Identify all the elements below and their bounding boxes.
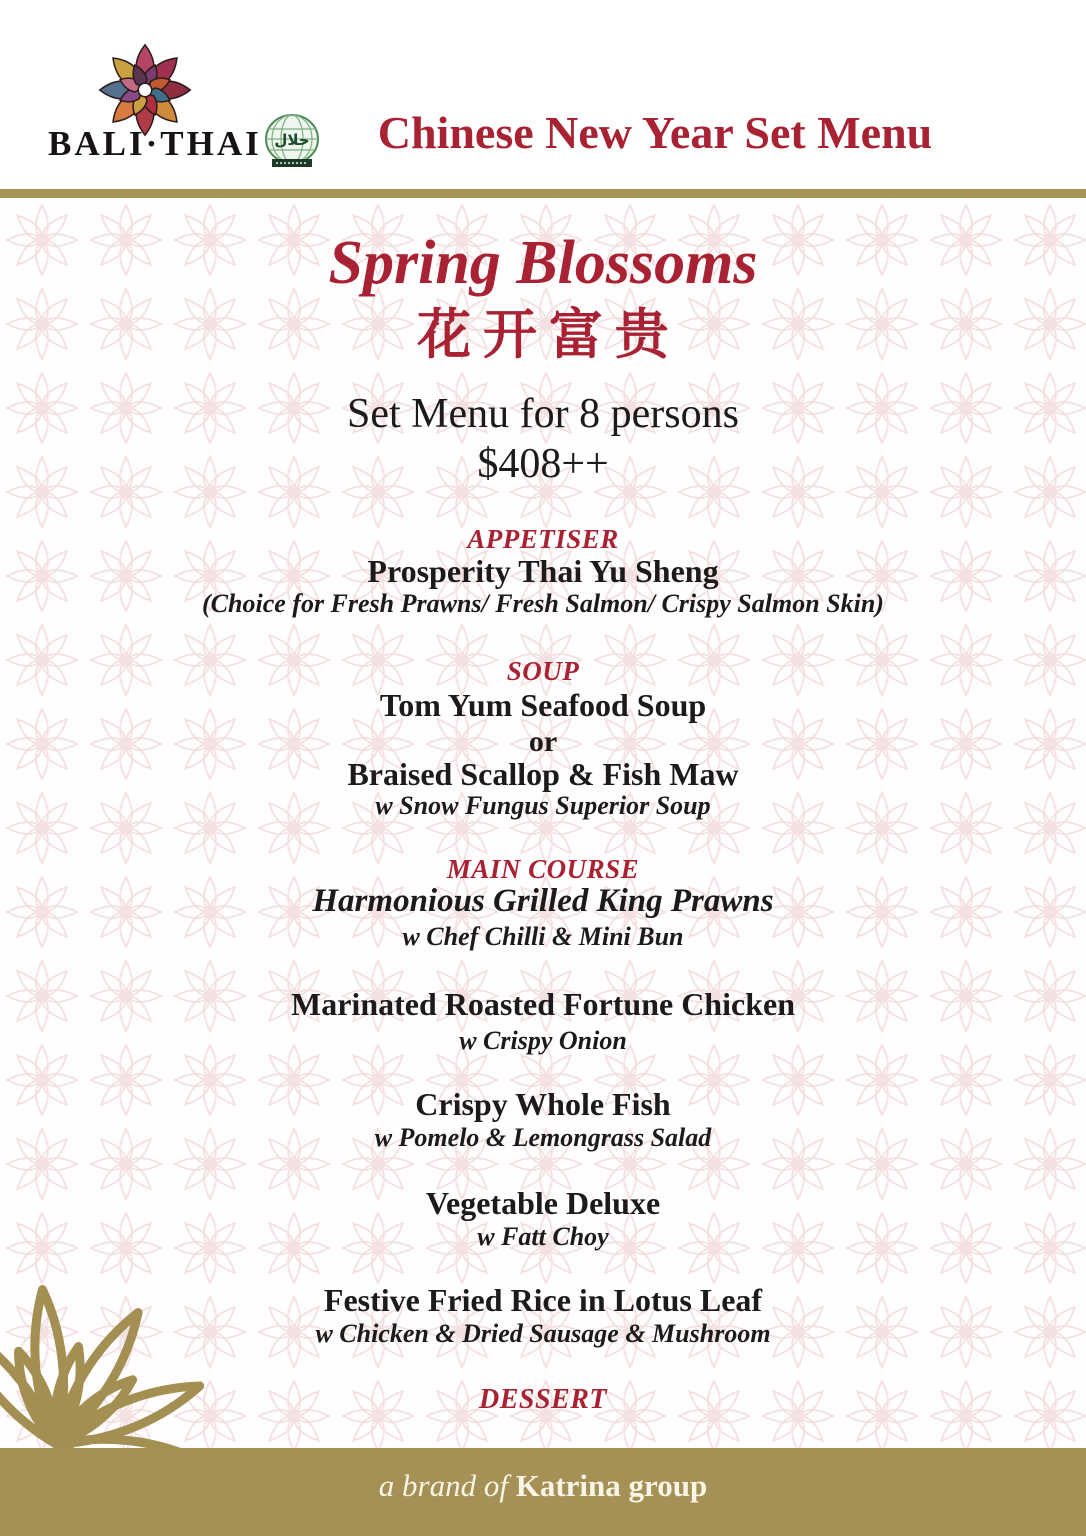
dish-note: w Pomelo & Lemongrass Salad <box>374 1123 712 1152</box>
dish-note: w Snow Fungus Superior Soup <box>375 791 711 820</box>
dish-note: w Chef Chilli & Mini Bun <box>402 922 684 951</box>
brand-name: BALI·THAI <box>48 124 262 163</box>
set-menu-name: Spring Blossoms <box>328 229 758 297</box>
halal-certification-icon <box>260 112 324 174</box>
price: $408++ <box>477 441 609 487</box>
section-heading-soup: SOUP <box>506 656 580 686</box>
dish-name: Tom Yum Seafood Soup <box>379 687 707 723</box>
dish-name: Prosperity Thai Yu Sheng <box>367 553 719 589</box>
halal-arabic-text: حلال <box>274 131 310 149</box>
gold-divider <box>0 189 1086 198</box>
header <box>0 0 1086 190</box>
dish-note: w Chicken & Dried Sausage & Mushroom <box>315 1319 771 1348</box>
soup-or: or <box>528 725 558 758</box>
footer-brand: Katrina group <box>515 1468 708 1503</box>
dish-name: Festive Fried Rice in Lotus Leaf <box>323 1282 763 1318</box>
dish-name: Marinated Roasted Fortune Chicken <box>291 986 795 1022</box>
section-heading-main-course: MAIN COURSE <box>446 854 640 884</box>
serving-size: Set Menu for 8 persons <box>347 391 739 437</box>
set-menu-name-chinese: 花开富贵 <box>417 303 681 366</box>
page-title: Chinese New Year Set Menu <box>377 107 933 158</box>
dish-note: w Crispy Onion <box>459 1026 627 1055</box>
section-heading-dessert: DESSERT <box>479 1384 607 1415</box>
dish-name: Braised Scallop & Fish Maw <box>347 756 739 792</box>
dish-name: Harmonious Grilled King Prawns <box>312 883 774 919</box>
dish-note: (Choice for Fresh Prawns/ Fresh Salmon/ Crispy Salmon Skin) <box>202 589 884 618</box>
dish-note: w Fatt Choy <box>477 1222 609 1251</box>
section-heading-appetiser: APPETISER <box>467 524 619 554</box>
footer-brand-line <box>0 1468 1086 1504</box>
dish-name: Crispy Whole Fish <box>415 1086 671 1122</box>
footer <box>0 1448 1086 1536</box>
footer-prefix: a brand of <box>378 1468 508 1503</box>
dish-name: Vegetable Deluxe <box>425 1185 661 1221</box>
